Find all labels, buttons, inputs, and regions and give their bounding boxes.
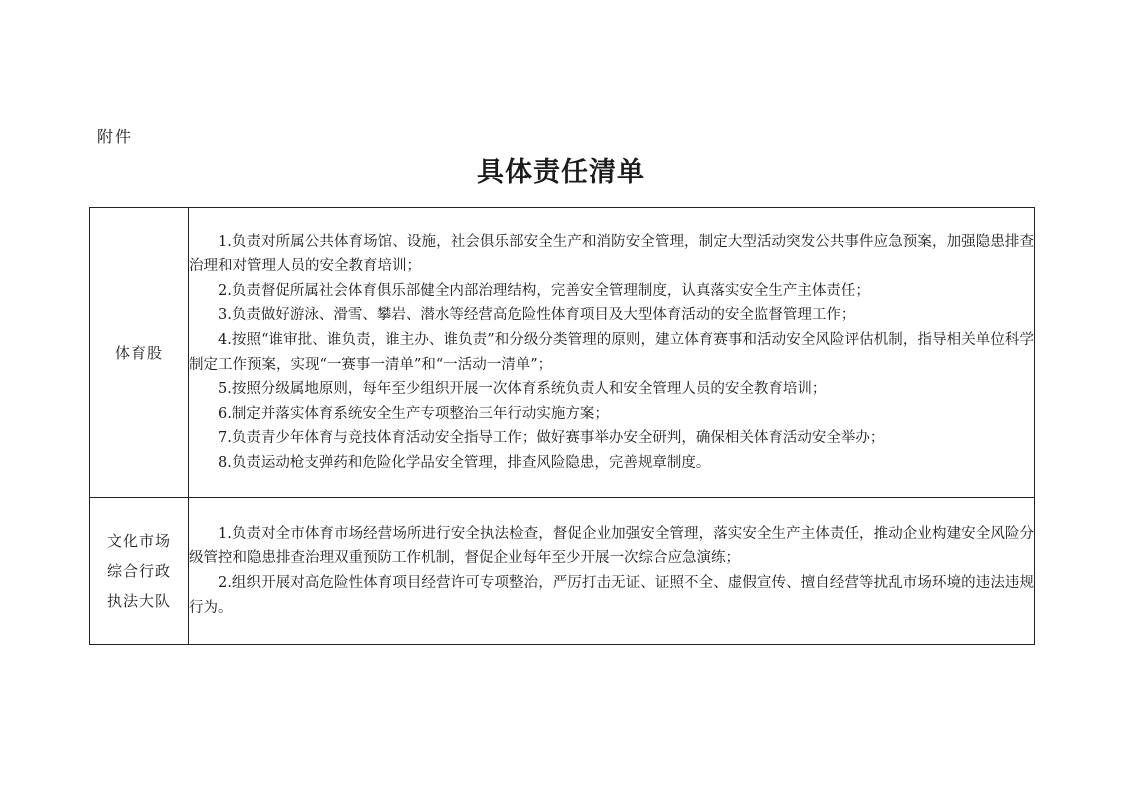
department-cell (90, 498, 189, 645)
duty-item: 8.负责运动枪支弹药和危险化学品安全管理，排查风险隐患，完善规章制度。 (218, 454, 711, 471)
duty-item: 1.负责对所属公共体育场馆、设施，社会俱乐部安全生产和消防安全管理，制定大型活动突发公共事件应急预案，加强隐患排查治理和对管理人员的安全教育培训； (189, 233, 1034, 275)
duty-item: 2.负责督促所属社会体育俱乐部健全内部治理结构，完善安全管理制度，认真落实安全生产主体责任； (218, 282, 870, 299)
document-title: 具体责任清单 (477, 157, 645, 188)
duty-item: 2.组织开展对高危险性体育项目经营许可专项整治，严厉打击无证、证照不全、虚假宣传、擅自经营等扰乱市场环境的违法违规行为。 (189, 575, 1034, 616)
department-name-line: 综合行政 (106, 562, 171, 580)
attachment-label: 附件 (97, 127, 134, 146)
duty-item: 3.负责做好游泳、滑雪、攀岩、潜水等经营高危险性体育项目及大型体育活动的安全监督管理工作； (218, 307, 856, 324)
duty-item: 5.按照分级属地原则，每年至少组织开展一次体育系统负责人和安全管理人员的安全教育培训； (218, 381, 827, 398)
department-name-line: 体育股 (114, 343, 163, 362)
department-cell (90, 208, 189, 498)
duty-item: 1.负责对全市体育市场经营场所进行安全执法检查，督促企业加强安全管理，落实安全生产主体责任，推动企业构建安全风险分级管控和隐患排查治理双重预防工作机制，督促企业每年至少开展一次综合应急演练； (189, 525, 1034, 567)
duty-item: 7.负责青少年体育与竞技体育活动安全指导工作；做好赛事举办安全研判，确保相关体育活动安全举办； (218, 430, 885, 447)
department-name-line: 执法大队 (106, 592, 171, 610)
duty-item: 4.按照“谁审批、谁负责，谁主办、谁负责”和分级分类管理的原则，建立体育赛事和活动安全风险评估机制，指导相关单位科学制定工作预案，实现“一赛事一清单”和“一活动一清单”； (189, 331, 1034, 373)
department-name-line: 文化市场 (106, 532, 171, 550)
duty-item: 6.制定并落实体育系统安全生产专项整治三年行动实施方案； (218, 405, 609, 422)
duties-cell (189, 498, 1035, 645)
table-row (90, 208, 1035, 498)
table-row (90, 498, 1035, 645)
duties-cell (189, 208, 1035, 498)
responsibility-table (89, 207, 1035, 645)
